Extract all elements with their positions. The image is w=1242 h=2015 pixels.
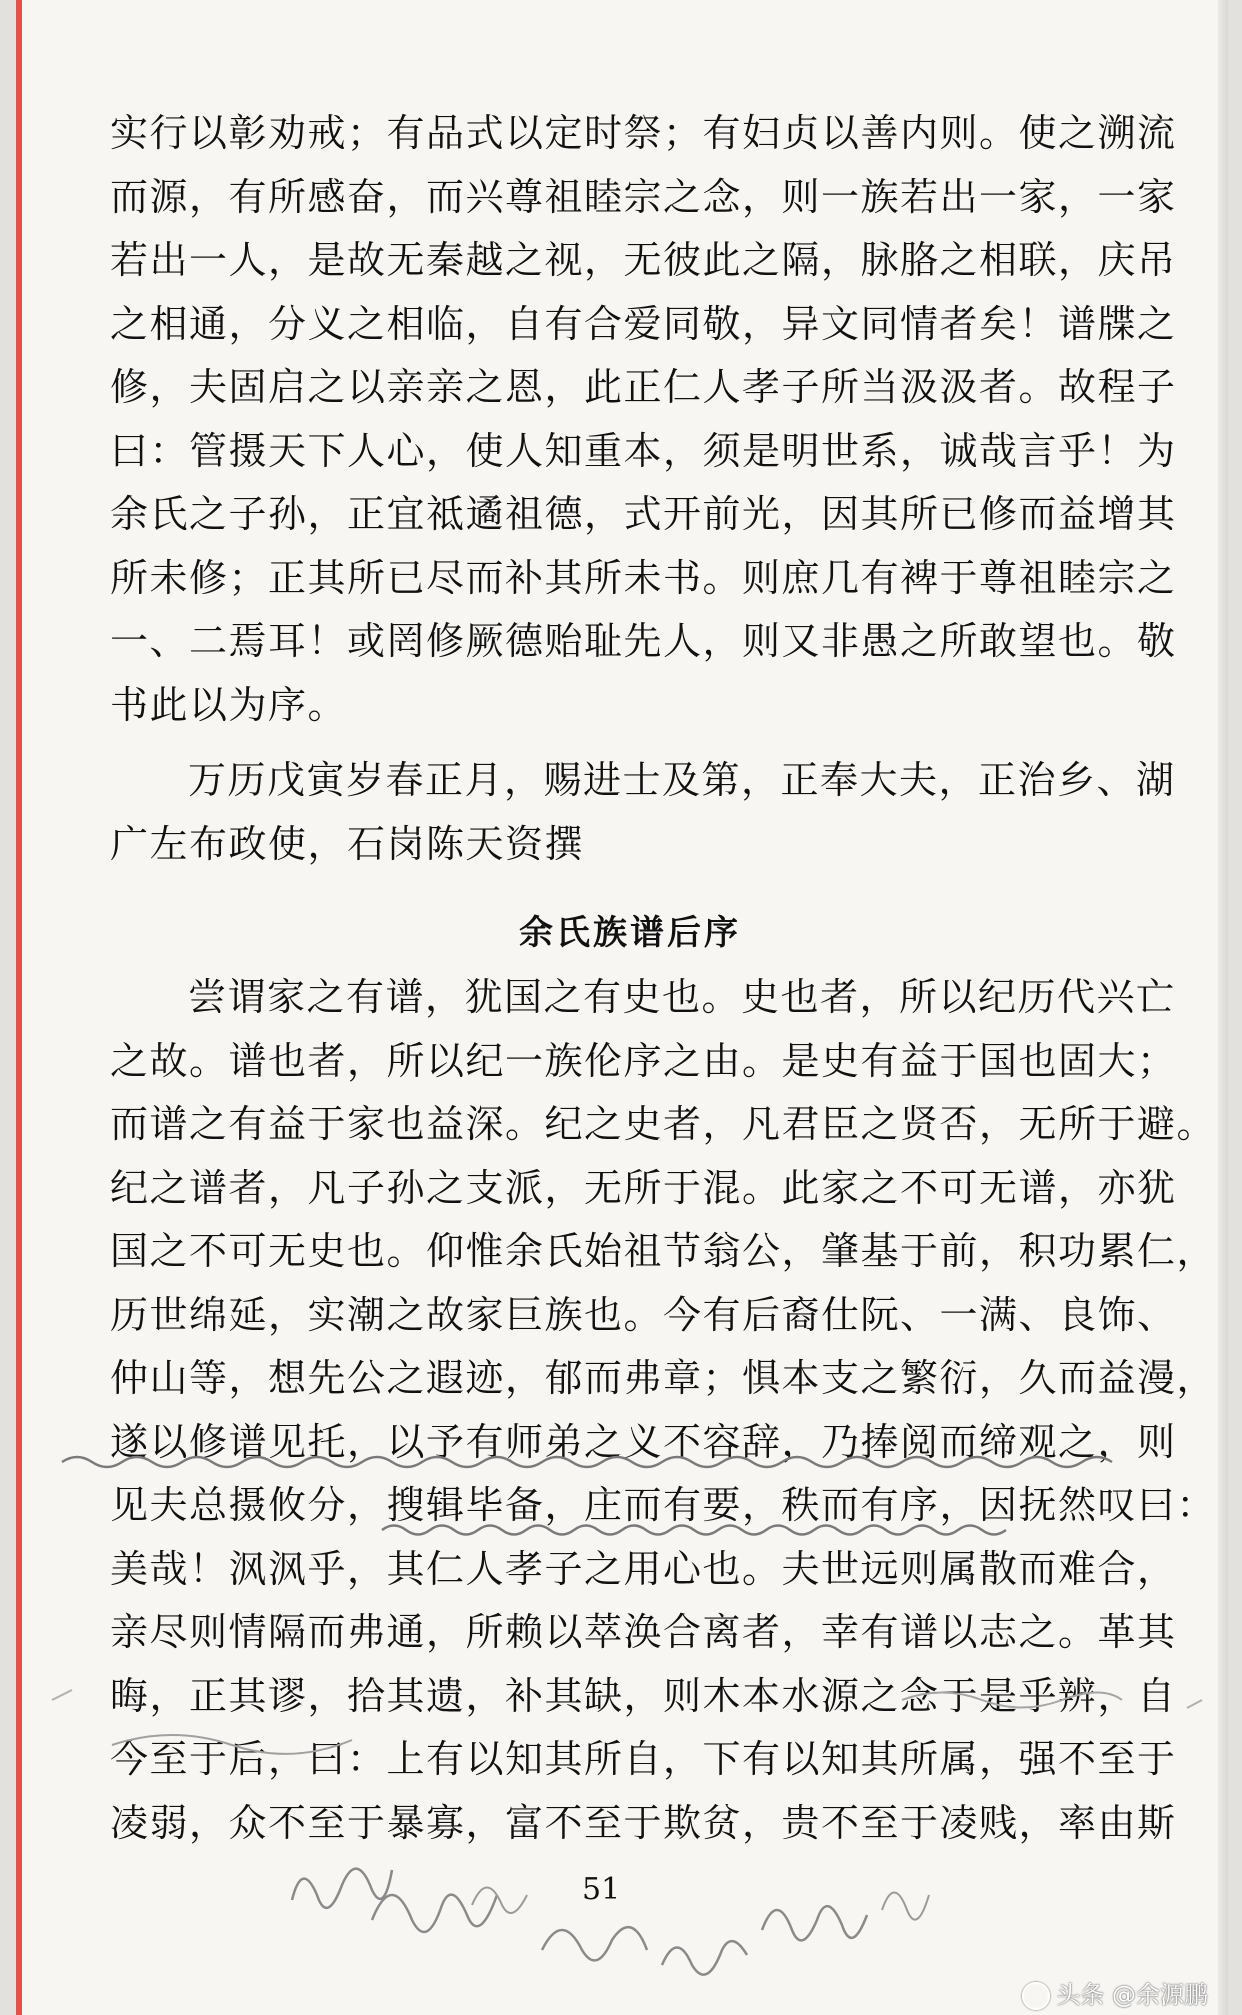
text-line: 尝谓家之有谱，犹国之有史也。史也者，所以纪历代兴亡: [188, 975, 1176, 1019]
text-line: 修，夫固启之以亲亲之恩，此正仁人孝子所当汲汲者。故程子: [110, 365, 1177, 409]
text-line: 余氏之子孙，正宜祗遹祖德，式开前光，因其所已修而益增其: [110, 492, 1177, 536]
spacer: [110, 888, 1150, 900]
text-line: 书此以为序。: [110, 682, 348, 727]
page-number: 51: [582, 1872, 621, 1907]
watermark-logo-icon: [1022, 1982, 1050, 2010]
text-line: 美哉！沨沨乎，其仁人孝子之用心也。夫世远则属散而难合，: [110, 1546, 1177, 1591]
text-line: 若出一人，是故无秦越之视，无彼此之隔，脉胳之相联，庆吊: [110, 238, 1177, 282]
handwriting-scribble: [372, 1895, 497, 1932]
text-line: 亲尽则情隔而弗通，所赖以萃涣合离者，幸有谱以志之。革其: [110, 1610, 1177, 1654]
text-line: 纪之谱者，凡子孙之支派，无所于混。此家之不可无谱，亦犹: [110, 1165, 1177, 1210]
signature-line: 万历戊寅岁春正月，赐进士及第，正奉大夫，正治乡、湖: [188, 758, 1176, 802]
page-edge-shadow: [1218, 0, 1228, 2015]
document-page: [16, 0, 1228, 2015]
text-line: 晦，正其谬，拾其遗，补其缺，则木本水源之念于是乎辨，自: [110, 1673, 1177, 1718]
section-heading: 余氏族谱后序: [519, 913, 741, 953]
text-line: 一、二焉耳！或罔修厥德贻耻先人，则又非愚之所敢望也。敬: [110, 619, 1177, 663]
text-line: 见夫总摄攸分，搜辑毕备，庄而有要，秩而有序，因抚然叹曰：: [110, 1483, 1217, 1527]
handwriting-scribble: [542, 1927, 647, 1960]
text-line: 遂以修谱见托，以予有师弟之义不容辞，乃捧阅而缔观之，则: [110, 1419, 1177, 1464]
handwriting-scribble: [472, 1888, 527, 1914]
handwriting-scribble: [662, 1941, 747, 1975]
text-line: 之相通，分义之相临，自有合爱同敬，异文同情者矣！谱牒之: [110, 301, 1177, 346]
watermark-text: 头条 @余源鹏: [1056, 1981, 1208, 2009]
text-line: 国之不可无史也。仰惟余氏始祖节翁公，肇基于前，积功累仁，: [110, 1229, 1217, 1273]
text-line: 之故。谱也者，所以纪一族伦序之由。是史有益于国也固大；: [110, 1038, 1177, 1083]
spacer: [110, 737, 1150, 749]
text-line: 今至于后，曰：上有以知其所自，下有以知其所属，强不至于: [110, 1737, 1177, 1781]
text-line: 所未修；正其所已尽而补其所未书。则庶几有裨于尊祖睦宗之: [110, 555, 1177, 600]
spacer: [110, 876, 1150, 888]
text-line: 仲山等，想先公之遐迹，郁而弗章；惧本支之繁衍，久而益漫，: [110, 1356, 1217, 1400]
handwriting-scribble: [292, 1869, 392, 1908]
text-line: 曰：管摄天下人心，使人知重本，须是明世系，诚哉言乎！为: [110, 428, 1177, 473]
text-line: 而谱之有益于家也益深。纪之史者，凡君臣之贤否，无所于避。: [110, 1102, 1217, 1146]
text-block: [110, 102, 1217, 1855]
text-line: 历世绵延，实潮之故家巨族也。今有后裔仕阮、一满、良饰、: [110, 1292, 1177, 1337]
text-line: 而源，有所感奋，而兴尊祖睦宗之念，则一族若出一家，一家: [110, 174, 1177, 219]
pencil-mark: [52, 1690, 72, 1700]
signature-line: 广左布政使，石岗陈天资撰: [110, 821, 585, 866]
handwriting-scribble: [762, 1906, 867, 1940]
text-line: 凌弱，众不至于暴寡，富不至于欺贫，贵不至于凌贱，率由斯: [110, 1800, 1177, 1845]
watermark: [1022, 1975, 1208, 2010]
text-line: 实行以彰劝戒；有品式以定时祭；有妇贞以善内则。使之溯流: [110, 111, 1177, 155]
handwriting-scribble: [882, 1893, 929, 1920]
pencil-mark: [1187, 1700, 1202, 1708]
